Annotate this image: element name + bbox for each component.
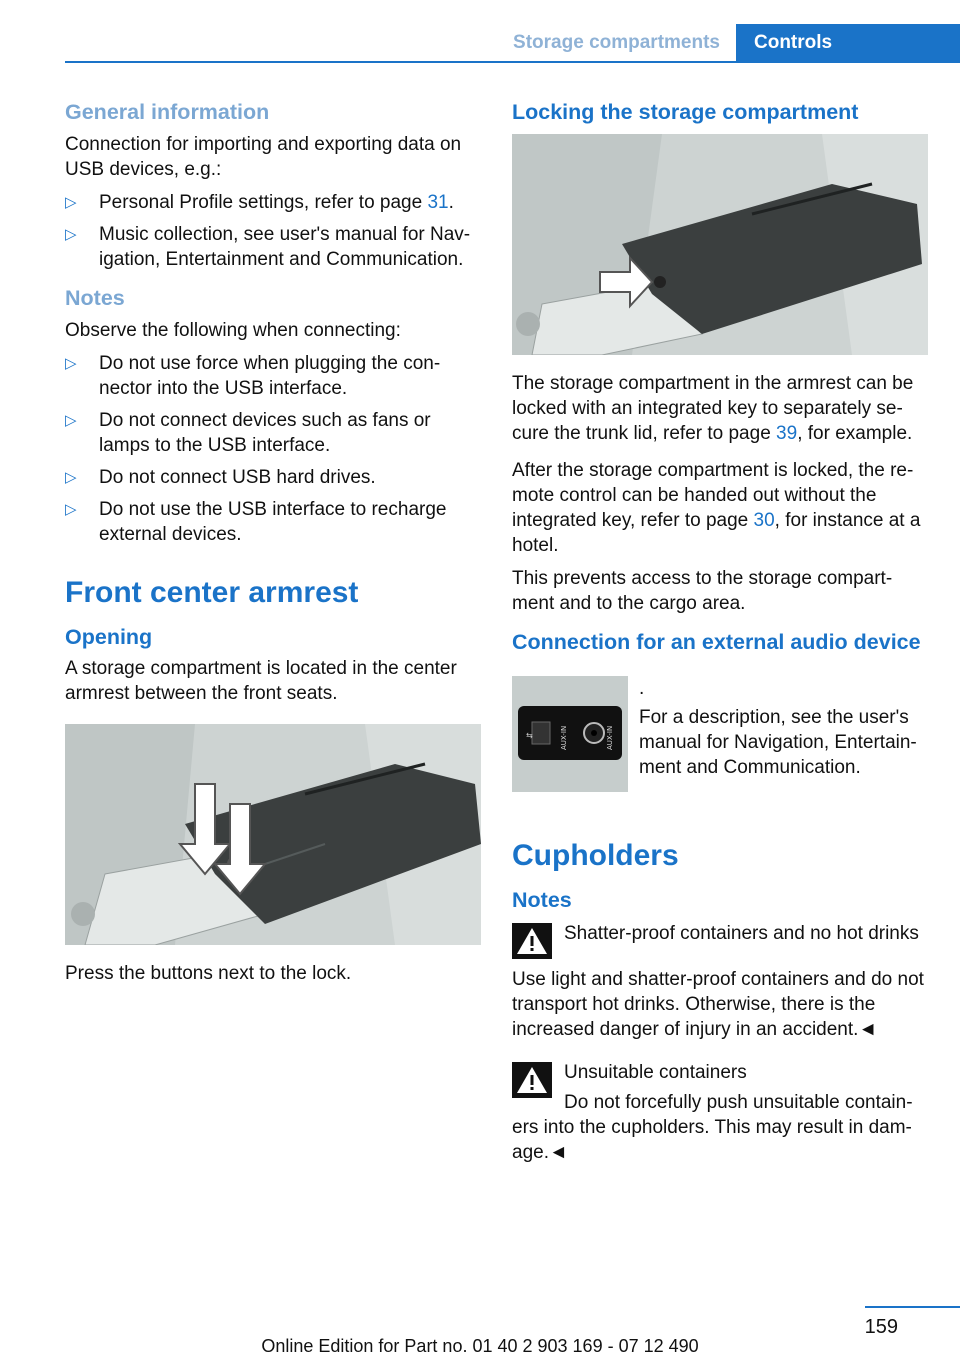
audio-description: For a description, see the user's manual for Navigation, Entertain-ment and Communication. (639, 706, 917, 778)
locking-paragraph-2: After the storage compartment is locked, the re-mote control can be handed out without the integrated key, refer to page 30, for instance at a hotel. (512, 459, 921, 556)
warning-1-title: Shatter-proof containers and no hot drinks (564, 923, 919, 945)
general-list (65, 190, 482, 272)
header-rule (65, 61, 960, 63)
triangle-bullet-icon: ▷ (65, 354, 77, 372)
edition-note: Online Edition for Part no. 01 40 2 903 169 - 07 12 490 (261, 1336, 699, 1356)
warning-2-body: Do not forcefully push unsuitable contain-ers into the cupholders. This may result in dam-age.◄ (512, 1092, 913, 1164)
footer-rule (865, 1306, 960, 1308)
left-column (65, 100, 482, 994)
locking-heading: Locking the storage compartment (512, 100, 859, 124)
triangle-bullet-icon: ▷ (65, 193, 77, 211)
page-link-39[interactable]: 39 (776, 422, 798, 444)
list-item: ▷ Do not use force when plugging the con-nector into the USB interface. (65, 352, 441, 399)
warning-1-body: Use light and shatter-proof containers and do not transport hot drinks. Otherwise, there is the increased danger of injury in an accident.◄ (512, 969, 924, 1041)
triangle-bullet-icon: ▷ (65, 411, 77, 429)
armrest-buttons-photo (65, 724, 481, 945)
warning-triangle-icon (512, 1062, 552, 1098)
general-information-heading: General information (65, 100, 270, 124)
audio-dot: . (639, 677, 645, 699)
opening-text: A storage compartment is located in the center armrest between the front seats. (65, 658, 457, 705)
right-column (512, 100, 929, 1173)
list-item: ▷ Do not connect devices such as fans or lamps to the USB interface. (65, 409, 431, 456)
armrest-lock-photo (512, 134, 928, 355)
running-header-chapter: Controls (736, 24, 960, 62)
list-item: ▷ Music collection, see user's manual for Nav-igation, Entertainment and Communication. (65, 223, 471, 270)
cupholders-heading: Cupholders (512, 838, 679, 872)
general-intro: Connection for importing and exporting data on USB devices, e.g.: (65, 133, 462, 180)
aux-label-2: AUX-IN (606, 725, 614, 750)
notes-list (65, 351, 482, 547)
list-item: ▷ Personal Profile settings, refer to page 31. (65, 191, 454, 213)
aux-label-1: AUX-IN (560, 725, 568, 750)
locking-paragraph-3: This prevents access to the storage compart-ment and to the cargo area. (512, 567, 893, 614)
list-item: ▷ Do not connect USB hard drives. (65, 466, 376, 488)
triangle-bullet-icon: ▷ (65, 225, 77, 243)
usb-aux-port-photo (512, 676, 628, 792)
cupholders-notes-heading: Notes (512, 887, 572, 912)
list-item: ▷ Do not use the USB interface to recharge external devices. (65, 498, 447, 545)
warning-1 (512, 921, 929, 959)
page-link-30[interactable]: 30 (753, 509, 775, 531)
warning-2-title: Unsuitable containers (564, 1062, 747, 1084)
triangle-bullet-icon: ▷ (65, 468, 77, 486)
audio-section (512, 676, 929, 792)
page-link-31[interactable]: 31 (427, 191, 449, 213)
warning-triangle-icon (512, 923, 552, 959)
notes-heading: Notes (65, 285, 125, 310)
notes-intro: Observe the following when connecting: (65, 319, 401, 341)
page-number: 159 (864, 1316, 898, 1338)
opening-heading: Opening (65, 624, 153, 649)
front-center-armrest-heading: Front center armrest (65, 575, 359, 609)
audio-text-block (628, 676, 928, 792)
svg-text:⇆: ⇆ (526, 730, 533, 740)
locking-paragraph-1: The storage compartment in the armrest can be locked with an integrated key to separately se-cure the trunk lid, refer to page 39, for example. (512, 372, 914, 444)
running-header-section: Storage compartments (513, 32, 720, 53)
external-audio-heading: Connection for an external audio device (512, 629, 921, 654)
opening-caption: Press the buttons next to the lock. (65, 963, 352, 985)
triangle-bullet-icon: ▷ (65, 500, 77, 518)
